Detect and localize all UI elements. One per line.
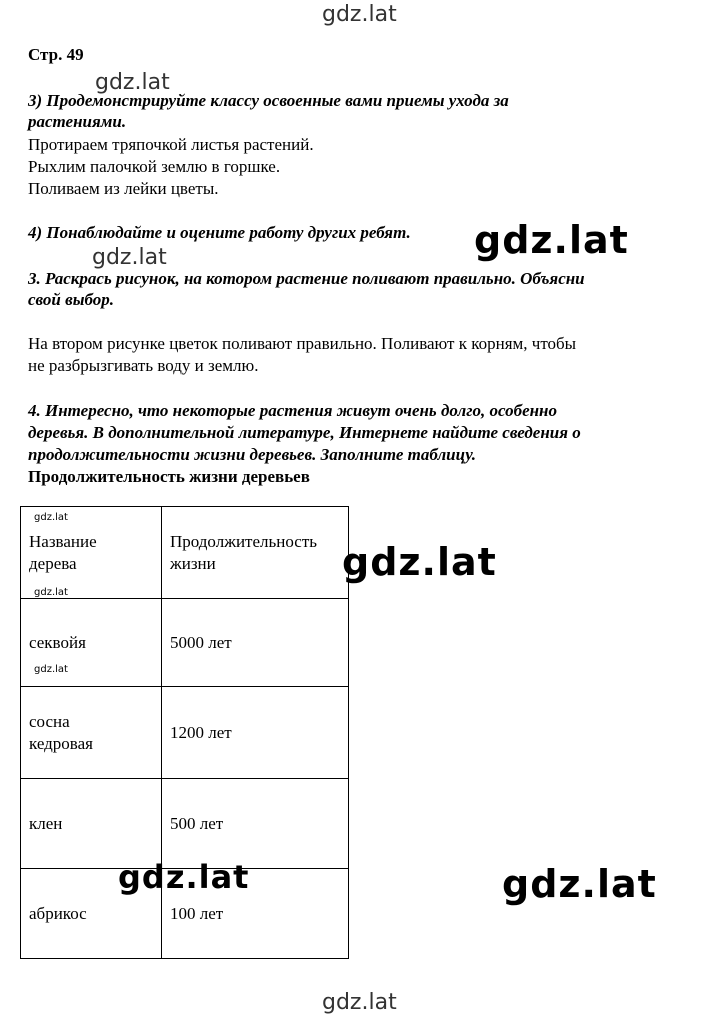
watermark: gdz.lat — [92, 245, 167, 270]
tree-name-cell — [21, 687, 162, 779]
table-row — [21, 599, 349, 687]
table-row — [21, 687, 349, 779]
question3-answer-line2: не разбрызгивать воду и землю. — [28, 356, 259, 375]
watermark-small: gdz.lat — [34, 664, 68, 675]
table-row — [21, 779, 349, 869]
question4-heading-line3: продолжительности жизни деревьев. Заполните таблицу. — [28, 445, 477, 464]
page-label: Стр. 49 — [28, 45, 84, 64]
watermark-small: gdz.lat — [34, 587, 68, 598]
header-name-line1: Название — [29, 531, 97, 551]
tree-name: клен — [29, 813, 63, 833]
table-header-row — [21, 507, 349, 599]
header-name-line2: дерева — [29, 553, 77, 573]
lifespan-cell — [162, 779, 349, 869]
tree-name: секвойя — [29, 632, 86, 652]
tree-name: абрикос — [29, 903, 87, 923]
table-title: Продолжительность жизни деревьев — [28, 467, 310, 486]
task4-heading: 4) Понаблюдайте и оцените работу других ребят. — [28, 223, 411, 242]
watermark-top: gdz.lat — [322, 2, 397, 27]
lifespan-cell — [162, 599, 349, 687]
header-life-line2: жизни — [170, 553, 216, 573]
watermark-large: gdz.lat — [474, 218, 629, 262]
question3-heading-line2: свой выбор. — [28, 290, 115, 309]
task3-heading-line1: 3) Продемонстрируйте классу освоенные вами приемы ухода за — [28, 91, 509, 110]
watermark-large: gdz.lat — [342, 540, 497, 584]
lifespan-value: 100 лет — [170, 903, 224, 923]
tree-name-cell — [21, 869, 162, 959]
watermark-bottom: gdz.lat — [322, 990, 397, 1015]
question3-heading-line1: 3. Раскрась рисунок, на котором растение поливают правильно. Объясни — [28, 269, 585, 288]
header-cell-lifespan — [162, 507, 349, 599]
tree-name-cell — [21, 779, 162, 869]
lifespan-value: 500 лет — [170, 813, 224, 833]
tree-lifespan-table — [20, 506, 349, 959]
watermark-large: gdz.lat — [118, 858, 250, 896]
watermark-large: gdz.lat — [502, 862, 657, 906]
tree-name-line2: кедровая — [29, 733, 93, 753]
question3-answer-line1: На втором рисунке цветок поливают правильно. Поливают к корням, чтобы — [28, 334, 577, 353]
table-row — [21, 869, 349, 959]
lifespan-cell — [162, 869, 349, 959]
watermark: gdz.lat — [95, 70, 170, 95]
answer-line: Рыхлим палочкой землю в горшке. — [28, 157, 281, 176]
question4-heading-line1: 4. Интересно, что некоторые растения живут очень долго, особенно — [28, 401, 557, 420]
watermark-small: gdz.lat — [34, 512, 68, 523]
answer-line: Поливаем из лейки цветы. — [28, 179, 219, 198]
question4-heading-line2: деревья. В дополнительной литературе, Интернете найдите сведения о — [28, 423, 581, 442]
answer-line: Протираем тряпочкой листья растений. — [28, 135, 314, 154]
lifespan-value: 5000 лет — [170, 632, 232, 652]
tree-name-line1: сосна — [29, 711, 70, 731]
task3-heading-line2: растениями. — [28, 112, 127, 131]
lifespan-value: 1200 лет — [170, 722, 232, 742]
header-life-line1: Продолжительность — [170, 531, 317, 551]
lifespan-cell — [162, 687, 349, 779]
